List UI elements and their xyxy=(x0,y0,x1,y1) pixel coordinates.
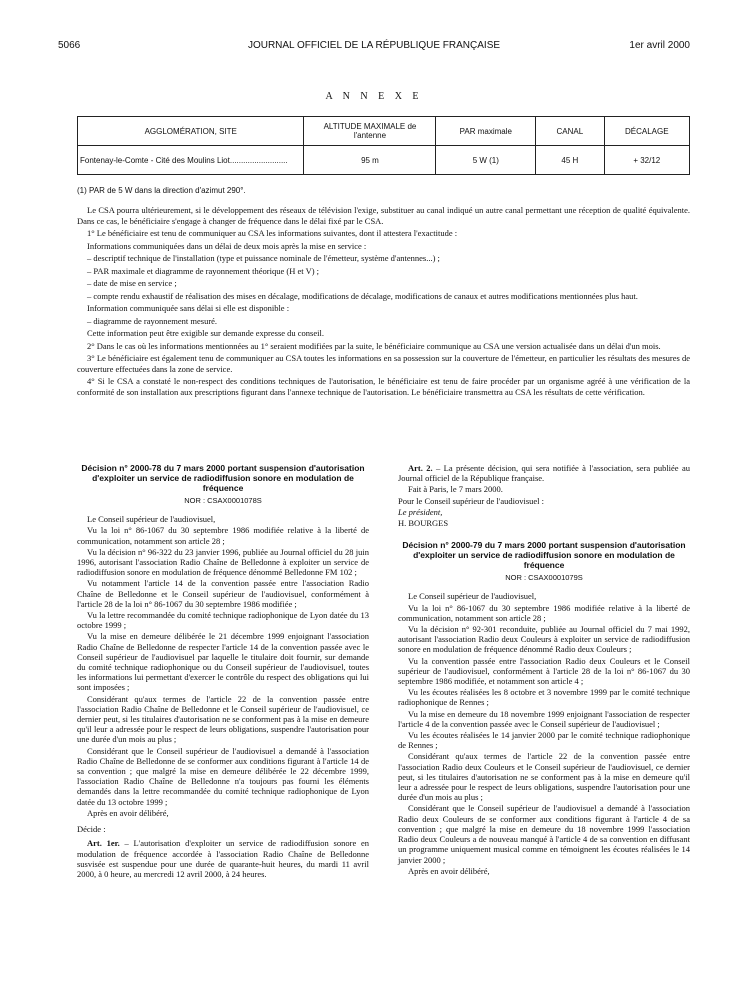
page-number: 5066 xyxy=(58,40,81,51)
table-footnote: (1) PAR de 5 W dans la direction d'azimut 290°. xyxy=(77,186,246,195)
table-cell: 45 H xyxy=(536,146,604,175)
paragraph: 1° Le bénéficiaire est tenu de communiquer au CSA les informations suivantes, dont il attestera l'exactitude : xyxy=(87,228,458,238)
article-text: – L'autorisation d'exploiter un service de radiodiffusion sonore en modulation de fréquence accordée à l'association Radio Chaîne de Belledonne susvisée est suspendue pour une durée de quarante-huit heures, du mardi 11 avril 2000, à 0 heure, au mercredi 12 avril 2000, à 24 heures. xyxy=(77,838,370,879)
paragraph: Vu la décision n° 96-322 du 23 janvier 1996, publiée au Journal officiel du 28 juin 1996, autorisant l'association Radio Chaîne de Belledonne à exploiter un service de radiodiffusion sonore en modulation de fréquence dénommé Belledonne FM 102 ; xyxy=(77,546,369,578)
article-1 xyxy=(77,838,369,879)
paragraph: Considérant que le Conseil supérieur de l'audiovisuel a demandé à l'association Radio deux Couleurs de se conformer aux conditions figurant à l'article 4 de sa convention ; que malgré la mise en demeure du 18 novembre 1999 l'association Radio deux Couleurs a de nouveau manqué à l'article 4 de sa convention en diffusant un programme uniquement musical comme en témoignent les écoutes réalisées le 14 janvier 2000 ; xyxy=(398,803,690,865)
table-cell: 5 W (1) xyxy=(436,146,536,175)
article-2 xyxy=(398,463,690,483)
table-cell: + 32/12 xyxy=(604,146,689,175)
annexe-table xyxy=(77,116,690,175)
table-cell: Fontenay-le-Comte - Cité des Moulins Liot.......................... xyxy=(78,146,304,175)
issue-date: 1er avril 2000 xyxy=(629,40,690,51)
paragraph: Après en avoir délibéré, xyxy=(87,807,169,818)
paragraph: Considérant qu'aux termes de l'article 22 de la convention passée entre l'association Radio deux Couleurs et le Conseil supérieur de l'audiovisuel, ce dernier peut, si les titulaires d'autorisation ne se conforment pas à la mise en demeure qu'il leur a adressée pour le respect de leurs obligations, suspendre l'autorisation pour une durée d'un mois au plus ; xyxy=(398,751,690,803)
paragraph: – descriptif technique de l'installation (type et puissance nominale de l'émetteur, système d'antennes...) ; xyxy=(87,253,440,263)
signoff: Pour le Conseil supérieur de l'audiovisuel : xyxy=(398,495,545,506)
table-header-row xyxy=(78,117,690,146)
nor-reference: NOR : CSAX0001078S xyxy=(184,496,262,505)
column-header: AGGLOMÉRATION, SITE xyxy=(78,117,304,146)
paragraph: Considérant qu'aux termes de l'article 22 de la convention passée entre l'association Radio Chaîne de Belledonne et le Conseil supérieur de l'audiovisuel, ce dernier peut, si les titulaires d'autorisation ne se conforment pas à la mise en demeure qu'il leur a adressée pour le respect de leurs obligations, suspendre l'autorisation pour une durée d'un mois au plus ; xyxy=(77,693,369,745)
column-header: PAR maximale xyxy=(436,117,536,146)
decision-title: Décision n° 2000-79 du 7 mars 2000 portant suspension d'autorisation d'exploiter un service de radiodiffusion sonore en modulation de fréquence xyxy=(402,540,686,571)
role-text: Le président, xyxy=(398,506,443,517)
paragraph: Vu les écoutes réalisées le 14 janvier 2000 par le comité technique radiophonique de Rennes ; xyxy=(398,730,690,751)
decide-heading: Décide : xyxy=(77,824,106,835)
table-cell: 95 m xyxy=(304,146,436,175)
column-header: CANAL xyxy=(536,117,604,146)
paragraph: Vu la convention passée entre l'association Radio deux Couleurs et le Conseil supérieur de l'audiovisuel, conformément à l'article 28 de la loi n° 86-1067 du 30 septembre 1986 modifiée, et notamment son article 4 ; xyxy=(398,655,690,687)
article-label: Art. 1er. xyxy=(87,838,120,849)
journal-title: JOURNAL OFFICIEL DE LA RÉPUBLIQUE FRANÇAISE xyxy=(247,40,501,51)
paragraph: – PAR maximale et diagramme de rayonnement théorique (H et V) ; xyxy=(87,265,320,276)
paragraph: Vu notamment l'article 14 de la convention passée entre l'association Radio Chaîne de Belledonne et le Conseil supérieur de l'audiovisuel, conformément à l'article 28 de la loi n° 86-1067 du 30 septembre 1986 modifiée ; xyxy=(77,578,369,609)
paragraph: Après en avoir délibéré, xyxy=(408,865,490,876)
table-row xyxy=(78,146,690,175)
paragraph: Vu la décision n° 92-301 reconduite, publiée au Journal officiel du 7 mai 1992, autorisant l'association Radio deux Couleurs à exploiter un service de radiodiffusion sonore en modulation de fréquence dénommé Radio deux Couleurs ; xyxy=(398,624,690,655)
annexe-body xyxy=(77,205,690,399)
paragraph: Vu les écoutes réalisées les 8 octobre et 3 novembre 1999 par le comité technique radiophonique de Rennes ; xyxy=(398,687,690,708)
column-header: ALTITUDE MAXIMALE de l'antenne xyxy=(304,117,436,146)
paragraph: Le Conseil supérieur de l'audiovisuel, xyxy=(87,514,216,525)
paragraph: 3° Le bénéficiaire est également tenu de communiquer au CSA toutes les informations en sa possession sur la couverture de l'émetteur, en particulier les résultats des mesures de couverture effectuées dans la zone de service. xyxy=(77,353,690,374)
paragraph: Le CSA pourra ultérieurement, si le développement des réseaux de télévision l'exige, substituer au canal indiqué un autre canal permettant une réception de qualité équivalente. Dans ce cas, le bénéficiaire s'engage à changer de fréquence dans le délai fixé par le CSA. xyxy=(77,205,690,226)
paragraph: Vu la lettre recommandée du comité technique radiophonique de Lyon datée du 13 octobre 1999 ; xyxy=(77,610,369,631)
left-column xyxy=(77,463,369,880)
decision-title: Décision n° 2000-78 du 7 mars 2000 portant suspension d'autorisation d'exploiter un service de radiodiffusion sonore en modulation de fréquence xyxy=(81,463,365,493)
right-column xyxy=(398,463,690,877)
paragraph: Vu la mise en demeure du 18 novembre 1999 enjoignant l'association de respecter l'article 4 de la convention passée avec le Conseil supérieur de l'audiovisuel ; xyxy=(398,708,690,729)
paragraph: Vu la loi n° 86-1067 du 30 septembre 1986 modifiée relative à la liberté de communication, notamment son article 28 ; xyxy=(398,602,690,623)
paragraph: Informations communiquées dans un délai de deux mois après la mise en service : xyxy=(87,240,367,251)
paragraph: Cette information peut être exigible sur demande expresse du conseil. xyxy=(87,328,324,338)
signatory-name: H. BOURGES xyxy=(398,518,449,529)
signatory-role xyxy=(398,507,610,517)
annexe-title: A N N E X E xyxy=(325,91,423,102)
paragraph: Vu la loi n° 86-1067 du 30 septembre 1986 modifiée relative à la liberté de communication, notamment son article 28 ; xyxy=(77,525,369,546)
nor-reference: NOR : CSAX0001079S xyxy=(505,573,583,583)
article-text: – La présente décision, qui sera notifiée à l'association, sera publiée au Journal officiel de la République française. xyxy=(398,463,690,484)
paragraph: Considérant que le Conseil supérieur de l'audiovisuel a demandé à l'association Radio Chaîne de Belledonne de se conformer aux conditions figurant à l'article 14 de sa convention ; que malgré la mise en demeure délibérée le 22 décembre 1999, l'association Radio Chaîne de Belledonne n'a toujours pas fourni les éléments demandés dans la lettre recommandée du comité technique radiophonique de Lyon datée du 13 octobre 1999 ; xyxy=(77,745,369,807)
fait-line: Fait à Paris, le 7 mars 2000. xyxy=(408,484,503,495)
paragraph: Le Conseil supérieur de l'audiovisuel, xyxy=(408,591,537,602)
paragraph: 4° Si le CSA a constaté le non-respect des conditions techniques de l'autorisation, le bénéficiaire est tenu de faire procéder par un organisme agréé à une vérification de la conformité de son installation aux prescriptions figurant dans l'annexe technique de l'autorisation. Le bénéficiaire transmettra au CSA les résultats de cette vérification. xyxy=(77,376,690,397)
paragraph: – date de mise en service ; xyxy=(87,278,177,288)
paragraph: 2° Dans le cas où les informations mentionnées au 1° seraient modifiées par la suite, le bénéficiaire communique au CSA une version actualisée dans un délai d'un mois. xyxy=(87,340,661,351)
paragraph: – compte rendu exhaustif de réalisation des mises en décalage, modifications de décalage, modifications de canaux et autres modifications mentionnées plus haut. xyxy=(87,290,638,301)
article-label: Art. 2. xyxy=(408,463,433,473)
paragraph: Vu la mise en demeure délibérée le 21 décembre 1999 enjoignant l'association Radio Chaîne de Belledonne de respecter l'article 14 de la convention passée avec le Conseil supérieur de l'audiovisuel par laquelle le titulaire doit fournir, sur demande du comité technique radiophonique ou du Conseil supérieur de l'audiovisuel, toutes les informations lui permettant d'exercer le contrôle du respect des obligations qui lui sont imposées ; xyxy=(77,631,369,693)
paragraph: Information communiquée sans délai si elle est disponible : xyxy=(87,303,290,313)
paragraph: – diagramme de rayonnement mesuré. xyxy=(87,315,218,326)
column-header: DÉCALAGE xyxy=(604,117,689,146)
